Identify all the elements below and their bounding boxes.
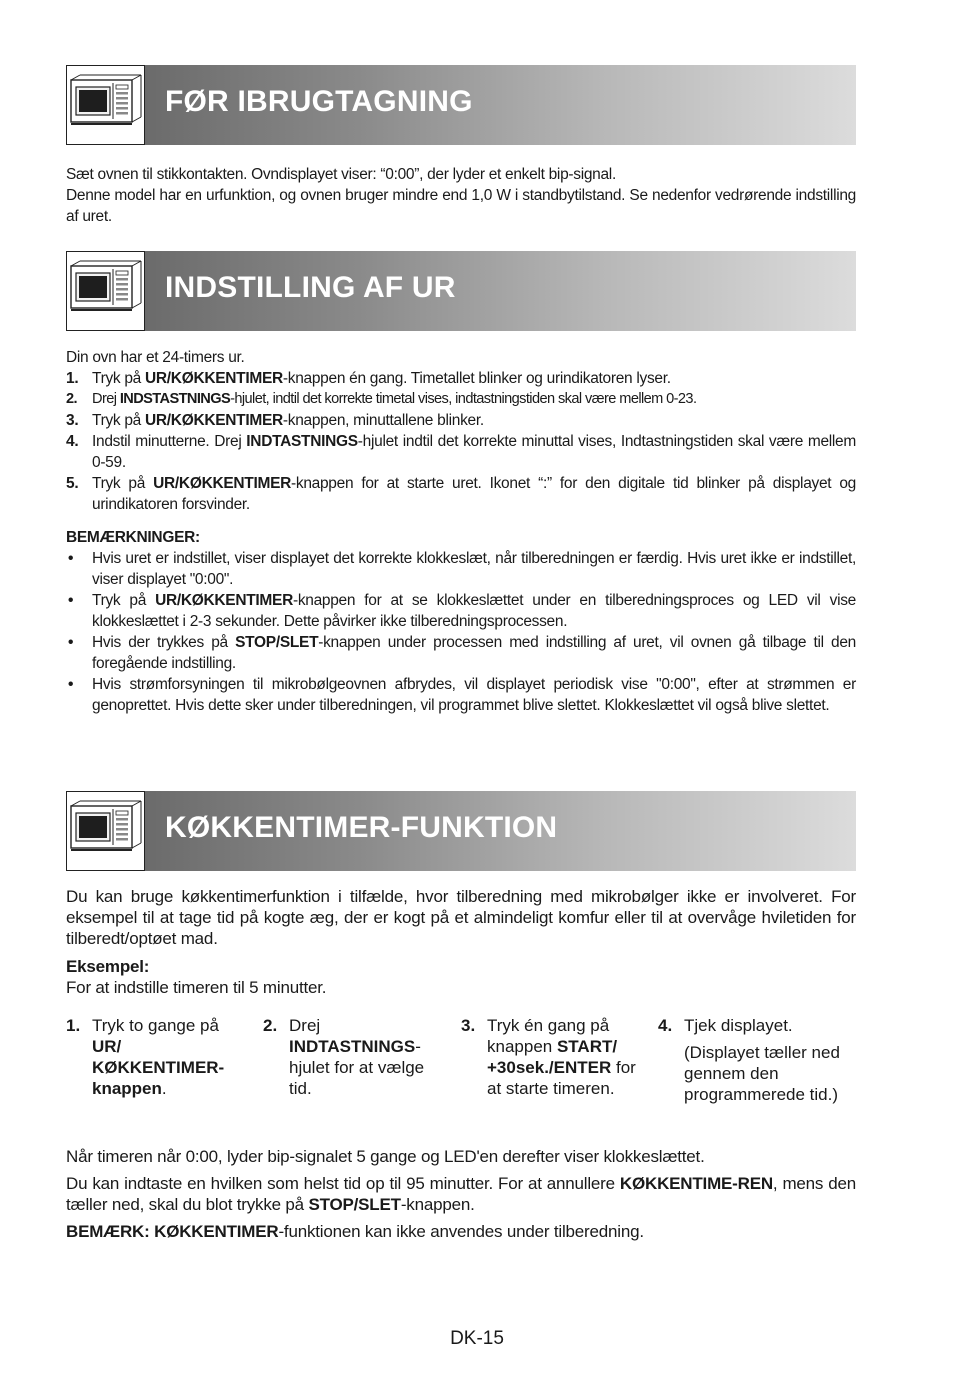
bullet: •: [68, 634, 74, 651]
list-item: [66, 431, 856, 473]
note-text: -knappen under processen med indstilling af uret, vil ovnen gå tilbage til den foregående indstilling.: [92, 634, 856, 672]
button-name: START/ +30sek./ENTER: [487, 1037, 618, 1077]
paragraph: [66, 1173, 856, 1215]
step-number: 3.: [66, 412, 79, 429]
notes-heading: BEMÆRKNINGER:: [66, 529, 200, 546]
step-text-part: Tryk to gange på: [92, 1016, 219, 1035]
after-steps-text: [66, 1146, 856, 1242]
step-text-part: -hjulet for at vælge tid.: [289, 1037, 425, 1098]
clock-section-body: [66, 347, 856, 716]
list-item: [66, 473, 856, 515]
note-text: -knappen for at se klokkeslættet under en tilberedningsproces og LED vil vise klokkeslættet i 2-3 sekunder. Dette påvirker ikke tilberedningsprocessen.: [92, 592, 856, 630]
step-text: Tryk på: [92, 370, 146, 387]
list-item: [66, 410, 856, 431]
paragraph: Sæt ovnen til stikkontakten. Ovndisplayet viser: “0:00”, der lyder et enkelt bip-signal.: [66, 166, 616, 183]
section-header-kitchen-timer: [66, 791, 856, 871]
before-use-text: [66, 164, 856, 227]
section-title: FØR IBRUGTAGNING: [165, 85, 473, 118]
microwave-icon: [66, 251, 145, 331]
button-name: UR/ KØKKENTIMER-knappen: [92, 1037, 225, 1098]
step-text: [487, 1015, 642, 1099]
paragraph: Når timeren når 0:00, lyder bip-signalet 5 gange og LED'en derefter viser klokkeslættet.: [66, 1147, 705, 1166]
button-name: UR/KØKKENTIMER: [155, 592, 293, 609]
step-number: 1.: [66, 370, 79, 387]
button-name: INDTASTNINGS: [246, 433, 358, 450]
clock-intro: Din ovn har et 24-timers ur.: [66, 349, 245, 366]
note-text: Hvis strømforsyningen til mikrobølgeovnen afbrydes, vil displayet periodisk vise "0:00", efter at strømmen er genoprettet. Hvis dette sker under tilberedningen, vil programmet blive slettet. Klokkeslættet vil også blive slettet.: [92, 676, 856, 714]
paragraph-part: , mens den tæller ned, skal du blot trykke på: [66, 1174, 856, 1214]
note-text: -funktionen kan ikke anvendes under tilberedning.: [278, 1222, 644, 1241]
button-name: UR/KØKKENTIMER: [153, 475, 292, 492]
section-title-bar: [145, 65, 856, 145]
button-name: UR/KØKKENTIMER: [145, 412, 283, 429]
microwave-icon: [66, 65, 145, 145]
notes-list: [66, 548, 856, 716]
step-text: -hjulet indtil det korrekte minuttal vises, Indtastningstiden skal være mellem 0-59.: [92, 433, 856, 471]
clock-steps-list: [66, 368, 856, 515]
step-number: 4.: [66, 433, 79, 450]
step-number: 5.: [66, 475, 79, 492]
list-item: [66, 389, 856, 410]
step-text-part: Tjek displayet.: [684, 1016, 793, 1035]
note-label: BEMÆRK: KØKKENTIMER: [66, 1222, 279, 1241]
step-text: [289, 1015, 449, 1099]
example-text: For at indstille timeren til 5 minutter.: [66, 978, 327, 997]
note-text: Hvis uret er indstillet, viser displayet det korrekte klokkeslæt, når tilberedningen er færdig. Hvis uret ikke er indstillet, viser displayet "0:00".: [92, 550, 856, 588]
step-text: Indstil minutterne. Drej: [92, 433, 247, 450]
note-text: Hvis der trykkes på: [92, 634, 236, 651]
step-text: [684, 1015, 849, 1105]
example-heading: Eksempel:: [66, 957, 150, 976]
step-text-part: (Displayet tæller ned gennem den programmerede tid.): [684, 1043, 840, 1104]
list-item: [66, 590, 856, 632]
bullet: •: [68, 592, 74, 609]
step-text: -knappen for at starte uret. Ikonet “:” for den digitale tid blinker på displayet og urindikatoren forsvinder.: [92, 475, 856, 513]
list-item: [66, 632, 856, 674]
section-header-clock: [66, 251, 856, 331]
step-number: 3.: [461, 1016, 476, 1035]
timer-steps: [66, 1015, 856, 1135]
step-text: -knappen én gang. Timetallet blinker og urindikatoren lyser.: [282, 370, 671, 387]
list-item: [66, 368, 856, 389]
example-block: [66, 956, 856, 998]
step-number: 4.: [658, 1016, 673, 1035]
paragraph-part: -knappen.: [400, 1195, 475, 1214]
button-name: INDTASTNINGS: [289, 1037, 416, 1056]
button-name: STOP/SLET: [235, 634, 319, 651]
button-name: INDSTASTNINGS: [119, 391, 231, 407]
button-name: UR/KØKKENTIMER: [145, 370, 283, 387]
step-text-part: Tryk én gang på knappen: [487, 1016, 610, 1056]
step-number: 2.: [66, 391, 77, 407]
step-text: Tryk på: [92, 412, 146, 429]
section-title-bar: [145, 791, 856, 871]
step-text: Tryk på: [92, 475, 154, 492]
microwave-icon: [66, 791, 145, 871]
kitchen-timer-intro: Du kan bruge køkkentimerfunktion i tilfælde, hvor tilberedning med mikrobølger ikke er involveret. For eksempel til at tage tid på kogte æg, der er kogt på et almindeligt komfur eller til at overvåge hviletiden for tilberedt/optøet mad.: [66, 887, 856, 948]
step-text: -knappen, minuttallene blinker.: [282, 412, 484, 429]
list-item: [66, 548, 856, 590]
step-text-part: .: [161, 1079, 167, 1098]
section-header-before-use: [66, 65, 856, 145]
list-item: [66, 674, 856, 716]
step-text: Drej: [92, 391, 120, 407]
section-title: INDSTILLING AF UR: [165, 271, 456, 304]
bullet: •: [68, 676, 74, 693]
step-text: -hjulet, indtil det korrekte timetal vises, indtastningstiden skal være mellem 0-23.: [230, 391, 697, 407]
step-number: 2.: [263, 1016, 278, 1035]
bullet: •: [68, 550, 74, 567]
note: [66, 1221, 856, 1242]
page-number: DK-15: [450, 1328, 504, 1349]
function-name: KØKKENTIME-REN: [619, 1174, 773, 1193]
section-title: KØKKENTIMER-FUNKTION: [165, 811, 558, 844]
paragraph: Denne model har en urfunktion, og ovnen bruger mindre end 1,0 W i standbytilstand. Se nedenfor vedrørende indstilling af uret.: [66, 187, 856, 225]
button-name: STOP/SLET: [308, 1195, 401, 1214]
paragraph-part: Du kan indtaste en hvilken som helst tid op til 95 minutter. For at annullere: [66, 1174, 620, 1193]
step-text-part: Drej: [289, 1016, 321, 1035]
step-number: 1.: [66, 1016, 81, 1035]
step-text-part: for at starte timeren.: [487, 1058, 636, 1098]
step-text: [92, 1015, 242, 1099]
note-text: Tryk på: [92, 592, 156, 609]
section-title-bar: [145, 251, 856, 331]
